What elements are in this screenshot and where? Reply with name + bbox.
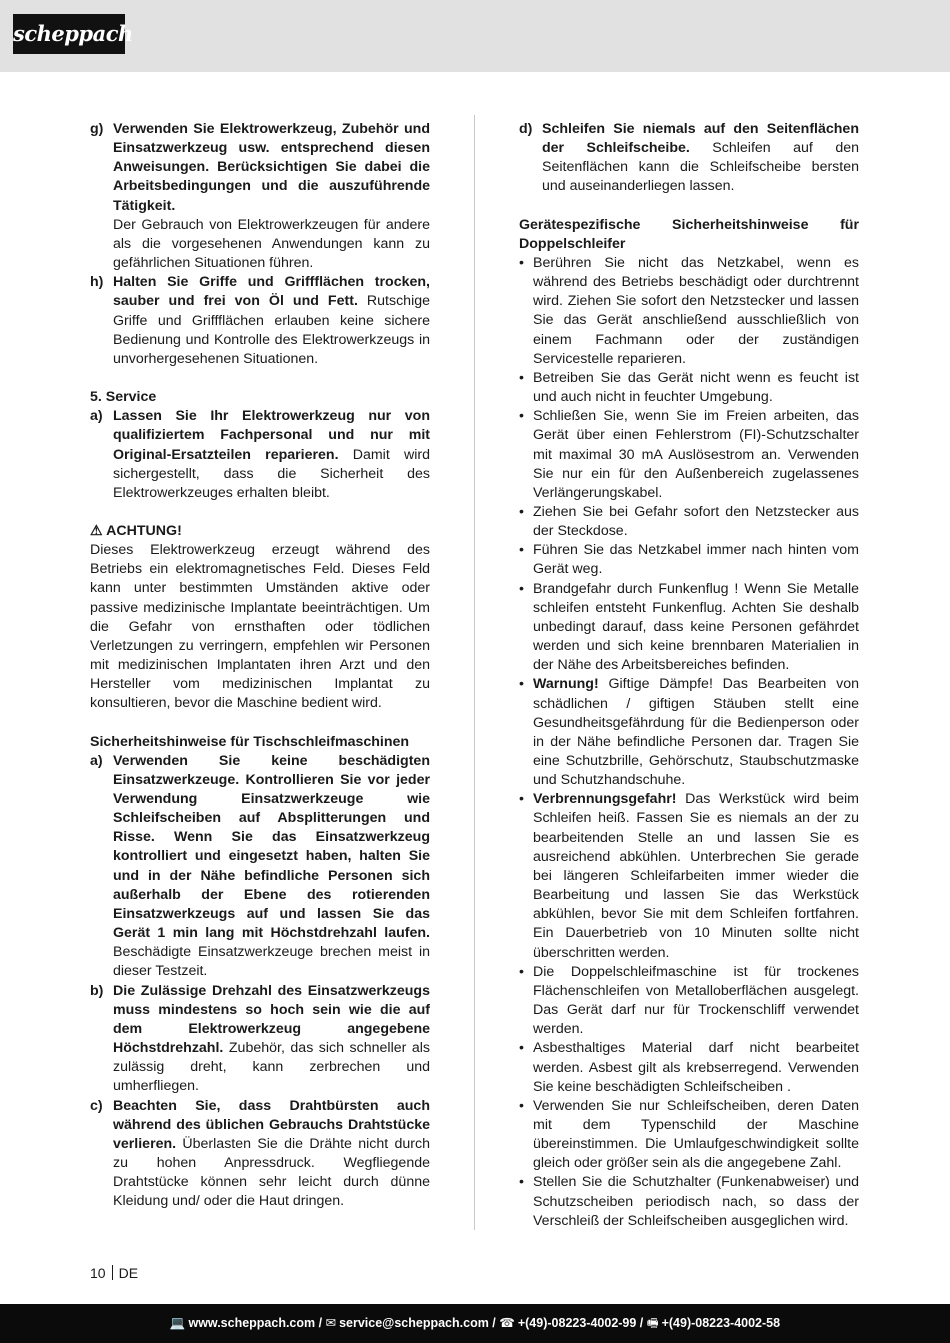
item-text: Der Gebrauch von Elektrowerkzeugen für andere als die vorgesehenen Anwendungen kann zu gefährlichen Situationen führen. [113,216,430,272]
bullet-dot: • [519,676,524,693]
item-text: Beschädigte Einsatzwerkzeuge brechen meist in dieser Testzeit. [113,944,430,980]
bullet-item [519,541,859,579]
item-bold-text: Halten Sie Griffe und Griffflächen trocken, sauber und frei von Öl und Fett. [113,274,430,310]
email-link[interactable]: service@scheppach.com / [339,1316,496,1330]
page-number-value: 10 [90,1265,106,1281]
bullet-text: Betreiben Sie das Gerät nicht wenn es feucht ist und auch nicht in feuchter Umgebung. [533,369,859,406]
website-link[interactable]: www.scheppach.com / [188,1316,323,1330]
list-item-h [90,273,430,369]
bench-grinder-heading: Sicherheitshinweise für Tischschleifmaschinen [90,733,410,750]
bullet-dot: • [519,369,524,386]
column-divider [474,115,475,1230]
bullet-dot: • [519,963,524,980]
bullet-text: Brandgefahr durch Funkenflug ! Wenn Sie Metalle schleifen entsteht Funkenflug. Achten Sie deshalb unbedingt darauf, dass keine Personen gefährdet werden und sich keine brennbaren Materialien in der Nähe des Arbeitsbereiches befinden. [533,580,859,674]
item-label: g) [90,121,104,137]
item-bold-text: Lassen Sie Ihr Elektrowerkzeug nur von qualifiziertem Fachpersonal und nur mit Original-Ersatzteilen reparieren. [113,408,430,463]
bullet-text: Ziehen Sie bei Gefahr sofort den Netzstecker aus der Steckdose. [533,503,859,540]
bullet-item [519,580,859,676]
bullet-dot: • [519,1174,524,1191]
bullet-item [519,790,859,962]
mail-icon: ✉ [325,1316,337,1330]
bullet-item [519,503,859,541]
item-label: b) [90,982,104,999]
bullet-dot: • [519,791,524,808]
bullet-list [519,254,859,1231]
item-label: a) [90,408,103,425]
bullet-dot: • [519,542,524,559]
bullet-text: Die Doppelschleifmaschine ist für trockenes Flächenschleifen von Metalloberflächen ausgelegt. Das Gerät darf nur für Trockenschliff verwendet werden. [533,963,859,1038]
bullet-dot: • [519,580,524,597]
bullet-text: Giftige Dämpfe! Das Bearbeiten von schädlichen / giftigen Stäuben stellt eine Gesundheitsgefährdung für die Bedienperson oder in der Nähe befindliche Personen dar. Tragen Sie eine Schutzbrille, Gehörschutz, Staubschutzmaske und Schutzhandschuhe. [533,676,859,789]
page-header [0,0,950,72]
service-heading: 5. Service [90,389,157,406]
bullet-item [519,1173,859,1230]
bullet-text: Schließen Sie, wenn Sie im Freien arbeiten, das Gerät über einen Fehlerstrom (FI)-Schutzschalter mit maximal 30 mA Auslösestrom an. Verwenden Sie nur ein für den Außenbereich zugelassenes Verlängerungskabel. [533,408,859,501]
bullet-text: Das Werkstück wird beim Schleifen heiß. Fassen Sie es niemals an der zu bearbeitenden Stelle an und lassen Sie es ausreichend abkühlen. Unterbrechen Sie gerade bei längeren Schleifarbeiten immer wieder die Bearbeitung und lassen Sie das Werkstück abkühlen, bevor Sie mit dem Schleifen fortfahren. Ein Dauerbetrieb von 10 Minuten sollte nicht überschritten werden. [533,791,859,961]
list-item-g [90,120,430,273]
bullet-dot: • [519,503,524,520]
bullet-bold-text: Warnung! [533,676,599,693]
phone-number: +(49)-08223-4002-99 / [517,1316,644,1330]
item-label: c) [90,1097,103,1114]
bullet-text: Verwenden Sie nur Schleifscheiben, deren Daten mit dem Typenschild der Maschine übereinstimmen. Die Umlaufgeschwindigkeit sollte gleich oder größer sein als die angegebene Zahl. [533,1097,859,1172]
item-bold-text: Verwenden Sie keine beschädigten Einsatzwerkzeuge. Kontrollieren Sie vor jeder Verwendung Einsatzwerkzeuge wie Schleifscheiben auf Absplitterungen und Risse. Wenn Sie das Einsatzwerkzeug kontrolliert und eingesetzt haben, halten Sie und in der Nähe befindliche Personen sich außerhalb der Ebene des rotierenden Einsatzwerkzeugs auf und lassen Sie das Gerät 1 min lang mit Höchstdrehzahl laufen. [113,752,430,942]
bullet-text: Führen Sie das Netzkabel immer nach hinten vom Gerät weg. [533,542,859,578]
bullet-dot: • [519,1040,524,1057]
bullet-dot: • [519,254,524,271]
contact-footer [0,1304,950,1343]
fax-icon: 🖷 [646,1316,659,1330]
item-text: Zubehör, das sich schneller als zulässig dreht, kann zerbrechen und umherfliegen. [113,1040,430,1095]
bullet-item [519,1097,859,1174]
item-text: Damit wird sichergestellt, dass die Sicherheit des Elektrowerkzeuges erhalten bleibt. [113,446,430,501]
warning-heading: ⚠ ACHTUNG! [90,522,182,539]
bullet-dot: • [519,1097,524,1114]
bullet-item [519,675,859,790]
item-text: Schleifen auf den Seitenflächen kann die Schleifscheibe bersten und auseinanderliegen lassen. [542,140,859,195]
item-bold-text: Beachten Sie, dass Drahtbürsten auch während des üblichen Gebrauchs Drahtstücke verlieren. [113,1097,430,1152]
bullet-text: Berühren Sie nicht das Netzkabel, wenn es während des Betriebs beschädigt oder durchtrennt wird. Ziehen Sie sofort den Netzstecker und lassen Sie das Gerät anschließend ausschließlich von einem Fachmann oder der zuständigen Servicestelle reparieren. [533,254,859,367]
list-item-bench-c [90,1097,430,1212]
item-text: Überlasten Sie die Drähte nicht durch zu hohen Anpressdruck. Wegfliegende Drahtstücke können sehr leicht durch dünne Kleidung und/ oder die Haut dringen. [113,1135,430,1210]
item-bold-text: Die Zulässige Drehzahl des Einsatzwerkzeugs muss mindestens so hoch sein wie die auf dem Elektrowerkzeug angegebene Höchstdrehzahl. [113,982,430,1057]
bullet-dot: • [519,408,524,425]
item-bold-text: Schleifen Sie niemals auf den Seitenflächen der Schleifscheibe. [542,121,859,157]
item-bold-text: Verwenden Sie Elektrowerkzeug, Zubehör und Einsatzwerkzeug usw. entsprechend diesen Anweisungen. Berücksichtigen Sie dabei die Arbeitsbedingungen und die auszuführende Tätigkeit. [113,121,430,214]
page-separator [112,1265,113,1280]
item-label: a) [90,752,103,769]
bullet-item [519,254,859,369]
fax-number: +(49)-08223-4002-58 [661,1316,781,1330]
bullet-item [519,1039,859,1096]
list-item-d [519,120,859,197]
list-item-bench-b [90,982,430,1097]
bullet-text: Stellen Sie die Schutzhalter (Funkenabweiser) und Schutzscheiben periodisch nach, so dass der Verschleiß der Schleifscheiben ausgeglichen wird. [533,1174,859,1229]
device-safety-heading: Gerätespezifische Sicherheitshinweise für Doppelschleifer [519,216,859,252]
bullet-text: Asbesthaltiges Material darf nicht bearbeitet werden. Asbest gilt als krebserregend. Verwenden Sie keine beschädigten Schleifscheiben . [533,1040,859,1095]
page-number [90,1265,138,1281]
item-label: d) [519,121,533,137]
bullet-item [519,369,859,407]
list-item-bench-a [90,752,430,982]
scheppach-logo: scheppach [13,14,125,54]
right-column [519,120,859,1231]
page-language: DE [118,1265,139,1281]
list-item-service-a [90,407,430,503]
warning-text: Dieses Elektrowerkzeug erzeugt während des Betriebs ein elektromagnetisches Feld. Dieses Feld kann unter bestimmten Umständen aktive oder passive medizinische Implantate beeinträchtigen. Um die Gefahr von ernsthaften oder tödlichen Verletzungen zu verringern, empfehlen wir Personen mit medizinischen Implantaten ihren Arzt und den Hersteller vom medizinischen Implantat zu konsultieren, bevor die Maschine bedient wird. [90,542,430,712]
phone-icon: ☎ [499,1316,515,1330]
left-column [90,120,430,1211]
bullet-bold-text: Verbrennungsgefahr! [533,791,677,808]
item-text: Rutschige Griffe und Griffflächen erlauben keine sichere Bedienung und Kontrolle des Elektrowerkzeugs in unvorhergesehenen Situationen. [113,293,431,367]
bullet-item [519,963,859,1040]
item-label: h) [90,274,104,291]
bullet-item [519,407,859,503]
computer-icon: 💻 [169,1316,186,1330]
